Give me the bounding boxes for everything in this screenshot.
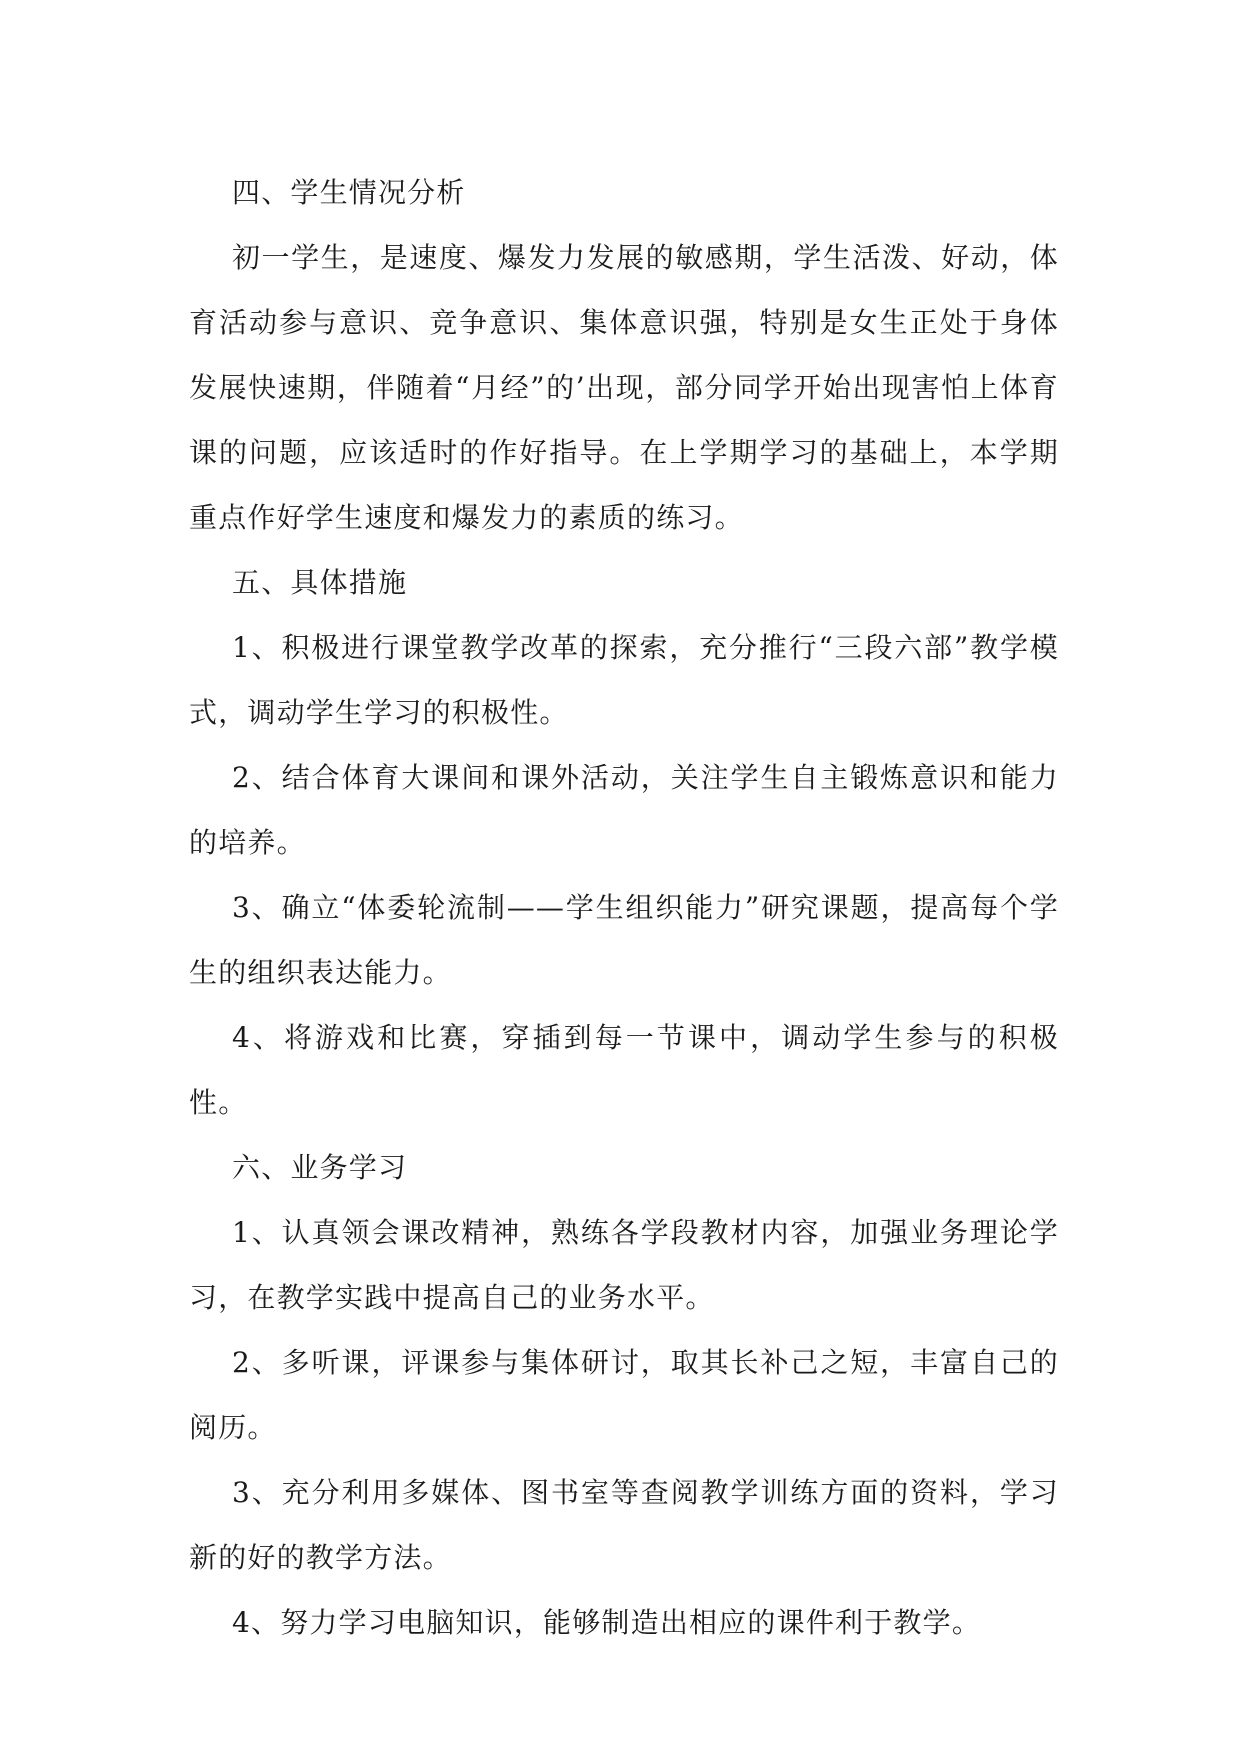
paragraph-student-analysis: 初一学生，是速度、爆发力发展的敏感期，学生活泼、好动，体育活动参与意识、竞争意识、集体意识强，特别是女生正处于身体发展快速期，伴随着“月经”的’出现，部分同学开始出现害怕上体育课的问题，应该适时的作好指导。在上学期学习的基础上，本学期重点作好学生速度和爆发力的素质的练习。 (189, 241, 1059, 534)
study-item-2: 2、多听课，评课参与集体研讨，取其长补己之短，丰富自己的阅历。 (189, 1346, 1059, 1444)
study-item-3: 3、充分利用多媒体、图书室等查阅教学训练方面的资料，学习新的好的教学方法。 (189, 1476, 1059, 1574)
measure-item-1: 1、积极进行课堂教学改革的探索，充分推行“三段六部”教学模式，调动学生学习的积极性。 (189, 631, 1059, 729)
study-item-1: 1、认真领会课改精神，熟练各学段教材内容，加强业务理论学习，在教学实践中提高自己的业务水平。 (189, 1216, 1059, 1314)
measure-item-4: 4、将游戏和比赛，穿插到每一节课中，调动学生参与的积极性。 (189, 1021, 1059, 1119)
section-heading-measures: 五、具体措施 (232, 566, 408, 599)
document-body (189, 160, 1059, 1655)
measure-item-3: 3、确立“体委轮流制——学生组织能力”研究课题，提高每个学生的组织表达能力。 (189, 891, 1059, 989)
study-item-4: 4、努力学习电脑知识，能够制造出相应的课件利于教学。 (232, 1606, 982, 1639)
measure-item-2: 2、结合体育大课间和课外活动，关注学生自主锻炼意识和能力的培养。 (189, 761, 1059, 859)
section-heading-professional-study: 六、业务学习 (232, 1151, 408, 1184)
section-heading-student-analysis: 四、学生情况分析 (232, 176, 466, 209)
